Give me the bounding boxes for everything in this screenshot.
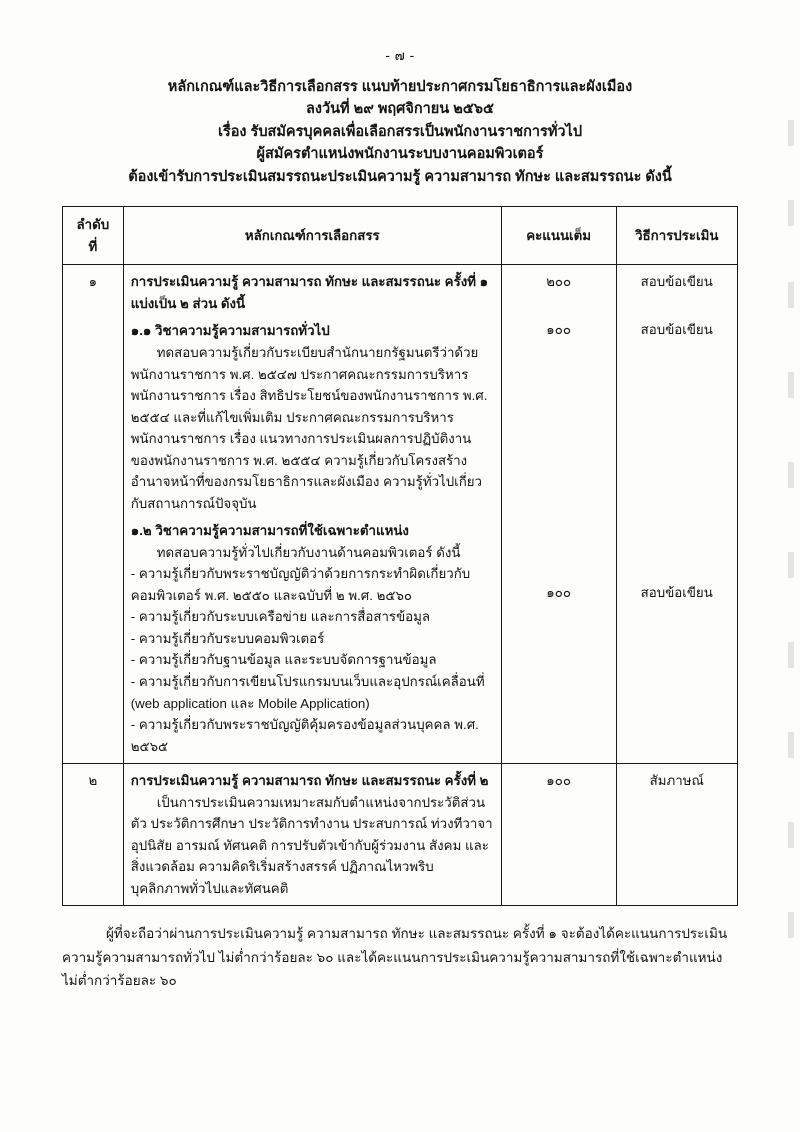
footer-note — [62, 922, 738, 992]
scan-edge-mark — [788, 552, 794, 578]
row-1-sub-2-method: สอบข้อเขียน — [640, 585, 713, 601]
column-header-score: คะแนนเต็ม — [501, 207, 616, 265]
heading-line-1: หลักเกณฑ์และวิธีการเลือกสรร แนบท้ายประกาศกรมโยธาธิการและผังเมือง — [167, 79, 633, 95]
column-header-no — [63, 207, 124, 265]
selection-criteria-table — [62, 206, 738, 906]
row-2-method: สัมภาษณ์ — [616, 764, 738, 906]
row-2-body: เป็นการประเมินความเหมาะสมกับตำแหน่งจากประวัติส่วนตัว ประวัติการศึกษา ประวัติการทำงาน ประสบการณ์ ท่วงทีวาจา อุปนิสัย อารมณ์ ทัศนคติ การปรับตัวเข้ากับผู้ร่วมงาน สังคม และสิ่งแวดล้อม ความคิดริเริ่มสร้างสรรค์ ปฏิภาณไหวพริบ บุคลิกภาพทั่วไปและทัศนคติ — [130, 794, 493, 896]
column-header-no-line2: ที่ — [88, 238, 98, 254]
row-2-no: ๒ — [63, 764, 124, 906]
row-1-sub-2-heading: ๑.๒ วิชาความรู้ความสามารถที่ใช้เฉพาะตำแหน่ง — [130, 523, 409, 539]
scan-edge-mark — [788, 732, 794, 758]
row-2-criteria — [123, 764, 501, 906]
row-1-score — [501, 265, 616, 764]
scan-edge-mark — [788, 372, 794, 398]
row-1-sub-2-body-5: - ความรู้เกี่ยวกับการเขียนโปรแกรมบนเว็บและอุปกรณ์เคลื่อนที่ (web application และ Mobile Application) — [130, 673, 485, 711]
scan-edge-mark — [788, 462, 794, 488]
row-1-sub-2-body-1: - ความรู้เกี่ยวกับพระราชบัญญัติว่าด้วยการกระทำผิดเกี่ยวกับคอมพิวเตอร์ พ.ศ. ๒๕๕๐ และฉบับที่ ๒ พ.ศ. ๒๕๖๐ — [130, 566, 471, 603]
scan-edge-mark — [788, 120, 794, 146]
document-heading — [62, 76, 738, 188]
row-1-no: ๑ — [63, 265, 124, 764]
row-1-sub-2-body-3: - ความรู้เกี่ยวกับระบบคอมพิวเตอร์ — [130, 630, 325, 646]
page-number: - ๗ - — [385, 48, 415, 63]
row-2-score: ๑๐๐ — [501, 764, 616, 906]
column-header-no-line1: ลำดับ — [76, 217, 110, 233]
table-row — [63, 265, 738, 764]
heading-line-5: ต้องเข้ารับการประเมินสมรรถนะประเมินความรู้ ความสามารถ ทักษะ และสมรรถนะ ดังนี้ — [128, 168, 672, 185]
row-1-sub-2-body-6: - ความรู้เกี่ยวกับพระราชบัญญัติคุ้มครองข้อมูลส่วนบุคคล พ.ศ. ๒๕๖๕ — [130, 717, 479, 754]
scan-edge-mark — [788, 912, 794, 938]
column-header-criteria: หลักเกณฑ์การเลือกสรร — [123, 207, 501, 265]
column-header-method: วิธีการประเมิน — [616, 207, 738, 265]
row-1-sub-2-body-0: ทดสอบความรู้ทั่วไปเกี่ยวกับงานด้านคอมพิวเตอร์ ดังนี้ — [156, 544, 461, 560]
row-1-sub-2-body-4: - ความรู้เกี่ยวกับฐานข้อมูล และระบบจัดการฐานข้อมูล — [130, 652, 437, 668]
row-1-sub-1-body: ทดสอบความรู้เกี่ยวกับระเบียบสำนักนายกรัฐมนตรีว่าด้วยพนักงานราชการ พ.ศ. ๒๕๔๗ ประกาศคณะกรรมการบริหารพนักงานราชการ เรื่อง สิทธิประโยชน์ของพนักงานราชการ พ.ศ. ๒๕๕๔ และที่แก้ไขเพิ่มเติม ประกาศคณะกรรมการบริหารพนักงานราชการ เรื่อง แนวทางการประเมินผลการปฏิบัติงานของพนักงานราชการ พ.ศ. ๒๕๕๔ ความรู้เกี่ยวกับโครงสร้างอำนาจหน้าที่ของกรมโยธาธิการและผังเมือง ความรู้ทั่วไปเกี่ยวกับสถานการณ์ปัจจุบัน — [130, 345, 488, 511]
footer-paragraph: ผู้ที่จะถือว่าผ่านการประเมินความรู้ ความสามารถ ทักษะ และสมรรถนะ ครั้งที่ ๑ จะต้องได้คะแนนการประเมินความรู้ความสามารถทั่วไป ไม่ต่ำกว่าร้อยละ ๖๐ และได้คะแนนการประเมินความรู้ความสามารถที่ใช้เฉพาะตำแหน่ง ไม่ต่ำกว่าร้อยละ ๖๐ — [62, 926, 728, 988]
heading-line-4: ผู้สมัครตำแหน่งพนักงานระบบงานคอมพิวเตอร์ — [256, 146, 544, 163]
scan-edge-mark — [788, 200, 794, 226]
row-2-title: การประเมินความรู้ ความสามารถ ทักษะ และสมรรถนะ ครั้งที่ ๒ — [130, 773, 489, 789]
scan-edge-mark — [788, 642, 794, 668]
heading-line-2: ลงวันที่ ๒๙ พฤศจิกายน ๒๕๖๕ — [306, 101, 494, 118]
row-1-method — [616, 265, 738, 764]
row-1-method-total: สอบข้อเขียน — [640, 274, 713, 290]
table-header-row — [63, 207, 738, 265]
row-1-title: การประเมินความรู้ ความสามารถ ทักษะ และสมรรถนะ ครั้งที่ ๑ แบ่งเป็น ๒ ส่วน ดังนี้ — [130, 274, 489, 311]
scan-edge-mark — [788, 822, 794, 848]
row-1-score-total: ๒๐๐ — [546, 274, 572, 290]
row-1-sub-2-score: ๑๐๐ — [546, 585, 571, 601]
row-1-sub-1-method: สอบข้อเขียน — [640, 321, 713, 337]
row-1-sub-1-heading: ๑.๑ วิชาความรู้ความสามารถทั่วไป — [130, 323, 330, 339]
heading-line-3: เรื่อง รับสมัครบุคคลเพื่อเลือกสรรเป็นพนักงานราชการทั่วไป — [217, 123, 583, 140]
row-1-sub-1-score: ๑๐๐ — [546, 321, 571, 337]
row-1-criteria — [123, 265, 501, 764]
row-1-sub-2-body-2: - ความรู้เกี่ยวกับระบบเครือข่าย และการสื่อสารข้อมูล — [130, 609, 431, 625]
scan-edge-mark — [788, 282, 794, 308]
table-row — [63, 764, 738, 906]
